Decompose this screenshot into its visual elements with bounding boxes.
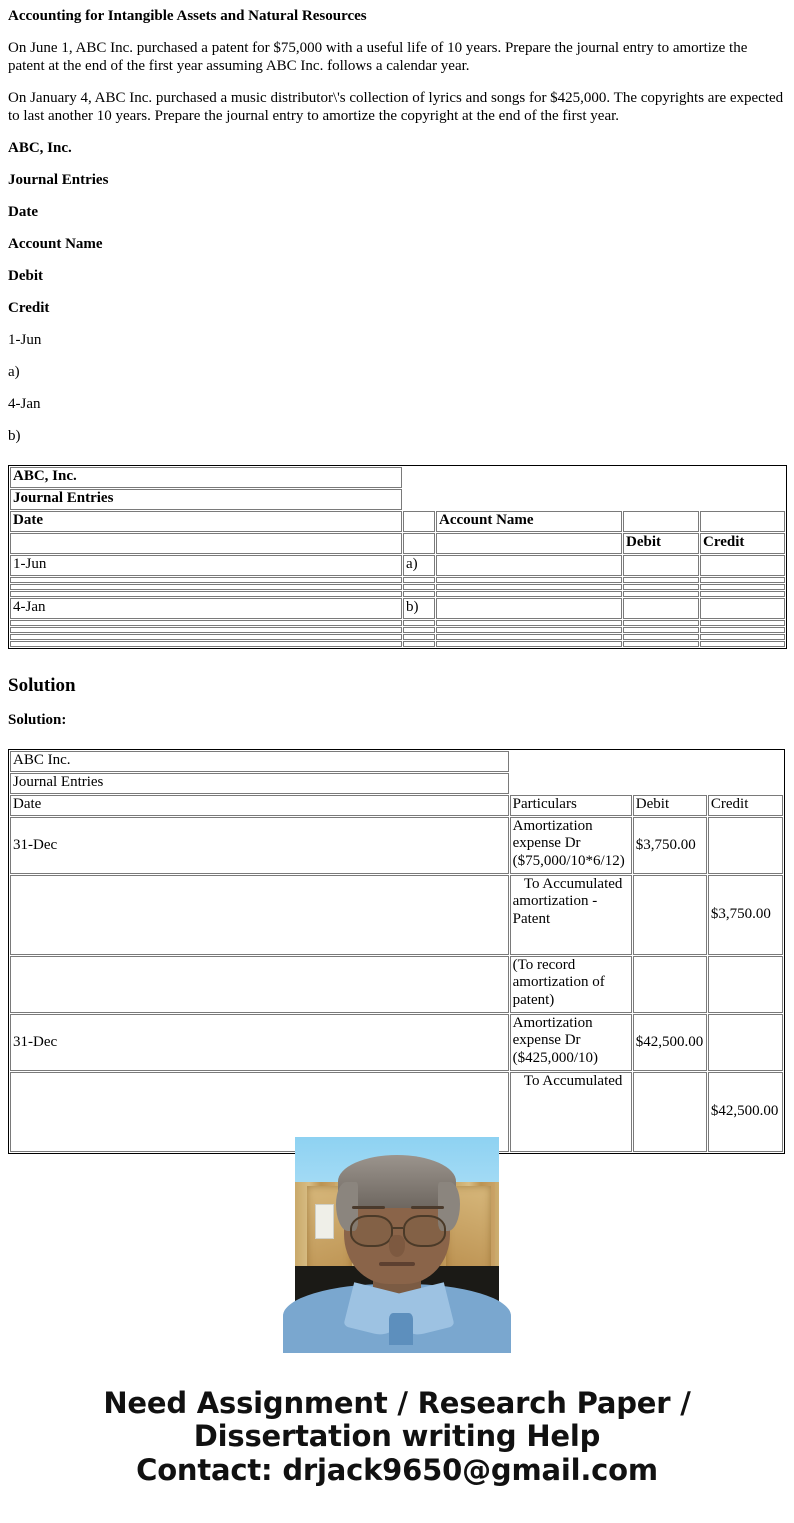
solution-header-date: Date <box>10 795 509 816</box>
table-header-row <box>10 795 783 816</box>
blank-header-credit-empty <box>700 511 785 532</box>
solution-header-credit: Credit <box>708 795 783 816</box>
solution-r4-debit: $42,500.00 <box>633 1014 707 1071</box>
blank-spacer <box>436 489 622 510</box>
avatar-eyebrow-right <box>411 1206 444 1209</box>
solution-r2-particulars: To Accumulated amortization - Patent <box>510 875 632 955</box>
solution-r2-credit: $3,750.00 <box>708 875 783 955</box>
blank-spacer <box>623 467 699 488</box>
blank-row1-ref: a) <box>403 555 435 576</box>
footer-contact-line: Contact: drjack9650@gmail.com <box>136 1453 658 1488</box>
problem-paragraph-2: On January 4, ABC Inc. purchased a music distributor\'s collection of lyrics and songs for $425,000. The copyrights are expected to last another 10 years. Prepare the journal entry to amortize the copyright at the end of the first year. <box>8 90 784 125</box>
problem-paragraph-1: On June 1, ABC Inc. purchased a patent for $75,000 with a useful life of 10 years. Prepare the journal entry to amortize the patent at the end of the first year assuming ABC Inc. follows a calendar year. <box>8 40 748 75</box>
journal-entry-solution-table <box>8 749 785 1154</box>
blank-row2-debit <box>623 598 699 619</box>
avatar-block <box>0 1137 794 1341</box>
document-page <box>0 8 794 1487</box>
avatar-mouth <box>379 1262 416 1266</box>
avatar <box>295 1137 499 1341</box>
table-row <box>10 875 783 955</box>
blank-row1-date: 1-Jun <box>10 555 402 576</box>
blank-spacer <box>633 773 707 794</box>
blank-header-account-name: Account Name <box>436 511 622 532</box>
inline-label-journal-entries: Journal Entries <box>8 172 109 189</box>
table-header-row <box>10 511 785 532</box>
solution-r1-date: 31-Dec <box>10 817 509 874</box>
blank-header-date: Date <box>10 511 402 532</box>
solution-r4-credit <box>708 1014 783 1071</box>
table-row <box>10 555 785 576</box>
avatar-wall-switch <box>315 1204 333 1239</box>
avatar-eyeglass-right <box>403 1215 446 1248</box>
blank-row2-account-name <box>436 598 622 619</box>
table-row-empty <box>10 634 785 640</box>
table-row <box>10 751 783 772</box>
inline-label-a: a) <box>8 364 20 381</box>
blank-header2-ref <box>403 533 435 554</box>
inline-label-credit: Credit <box>8 300 50 317</box>
solution-heading: Solution <box>8 675 76 697</box>
solution-subtitle: Journal Entries <box>10 773 509 794</box>
solution-r4-particulars: Amortization expense Dr ($425,000/10) <box>510 1014 632 1071</box>
solution-company: ABC Inc. <box>10 751 509 772</box>
table-row <box>10 773 783 794</box>
table-row-empty <box>10 584 785 590</box>
avatar-eyeglass-bridge <box>391 1227 403 1229</box>
inline-label-4-jan: 4-Jan <box>8 396 41 413</box>
solution-r5-debit <box>633 1072 707 1152</box>
table-row-empty <box>10 620 785 626</box>
footer-help-line: Need Assignment / Research Paper / Dissertation writing Help <box>103 1386 691 1453</box>
blank-spacer <box>510 773 632 794</box>
page-title: Accounting for Intangible Assets and Natural Resources <box>8 8 367 24</box>
table-row <box>10 489 785 510</box>
blank-spacer <box>436 467 622 488</box>
inline-label-date: Date <box>8 204 38 221</box>
blank-row2-ref: b) <box>403 598 435 619</box>
solution-table-clip <box>0 749 794 1120</box>
blank-row2-date: 4-Jan <box>10 598 402 619</box>
solution-r2-date <box>10 875 509 955</box>
solution-r2-debit <box>633 875 707 955</box>
avatar-eyebrow-left <box>352 1206 385 1209</box>
table-header-row-2 <box>10 533 785 554</box>
avatar-eyeglass-left <box>350 1215 393 1248</box>
blank-table-company: ABC, Inc. <box>10 467 402 488</box>
blank-row1-debit <box>623 555 699 576</box>
inline-label-company: ABC, Inc. <box>8 140 72 157</box>
inline-label-account-name: Account Name <box>8 236 103 253</box>
blank-spacer <box>623 489 699 510</box>
blank-row1-credit <box>700 555 785 576</box>
blank-header2-credit: Credit <box>700 533 785 554</box>
table-row-empty <box>10 577 785 583</box>
journal-entry-blank-table <box>8 465 787 649</box>
table-row-empty <box>10 641 785 647</box>
solution-subheading: Solution: <box>8 712 67 729</box>
table-row <box>10 817 783 874</box>
table-row-empty <box>10 627 785 633</box>
blank-spacer <box>633 751 707 772</box>
solution-header-debit: Debit <box>633 795 707 816</box>
solution-r1-credit <box>708 817 783 874</box>
solution-r5-particulars: To Accumulated <box>510 1072 632 1152</box>
blank-spacer <box>700 467 785 488</box>
blank-spacer <box>708 773 783 794</box>
solution-r3-debit <box>633 956 707 1013</box>
solution-r4-date: 31-Dec <box>10 1014 509 1071</box>
table-row <box>10 598 785 619</box>
solution-r1-particulars: Amortization expense Dr ($75,000/10*6/12) <box>510 817 632 874</box>
solution-header-particulars: Particulars <box>510 795 632 816</box>
table-row <box>10 1014 783 1071</box>
blank-spacer <box>708 751 783 772</box>
table-row <box>10 467 785 488</box>
solution-r3-credit <box>708 956 783 1013</box>
footer-promo <box>0 1387 794 1486</box>
blank-row1-account-name <box>436 555 622 576</box>
blank-spacer <box>510 751 632 772</box>
blank-row2-credit <box>700 598 785 619</box>
solution-r5-credit: $42,500.00 <box>708 1072 783 1152</box>
table-row-empty <box>10 591 785 597</box>
blank-spacer <box>403 489 435 510</box>
blank-table-subtitle: Journal Entries <box>10 489 402 510</box>
table-row <box>10 956 783 1013</box>
blank-header2-account-name <box>436 533 622 554</box>
blank-header2-date <box>10 533 402 554</box>
solution-r3-particulars: (To record amortization of patent) <box>510 956 632 1013</box>
inline-label-1-jun: 1-Jun <box>8 332 42 349</box>
blank-header-ref <box>403 511 435 532</box>
blank-spacer <box>700 489 785 510</box>
blank-header-debit-empty <box>623 511 699 532</box>
solution-r3-date <box>10 956 509 1013</box>
inline-label-b: b) <box>8 428 21 445</box>
solution-r1-debit: $3,750.00 <box>633 817 707 874</box>
blank-spacer <box>403 467 435 488</box>
blank-header2-debit: Debit <box>623 533 699 554</box>
inline-label-debit: Debit <box>8 268 43 285</box>
avatar-tie <box>389 1313 413 1346</box>
